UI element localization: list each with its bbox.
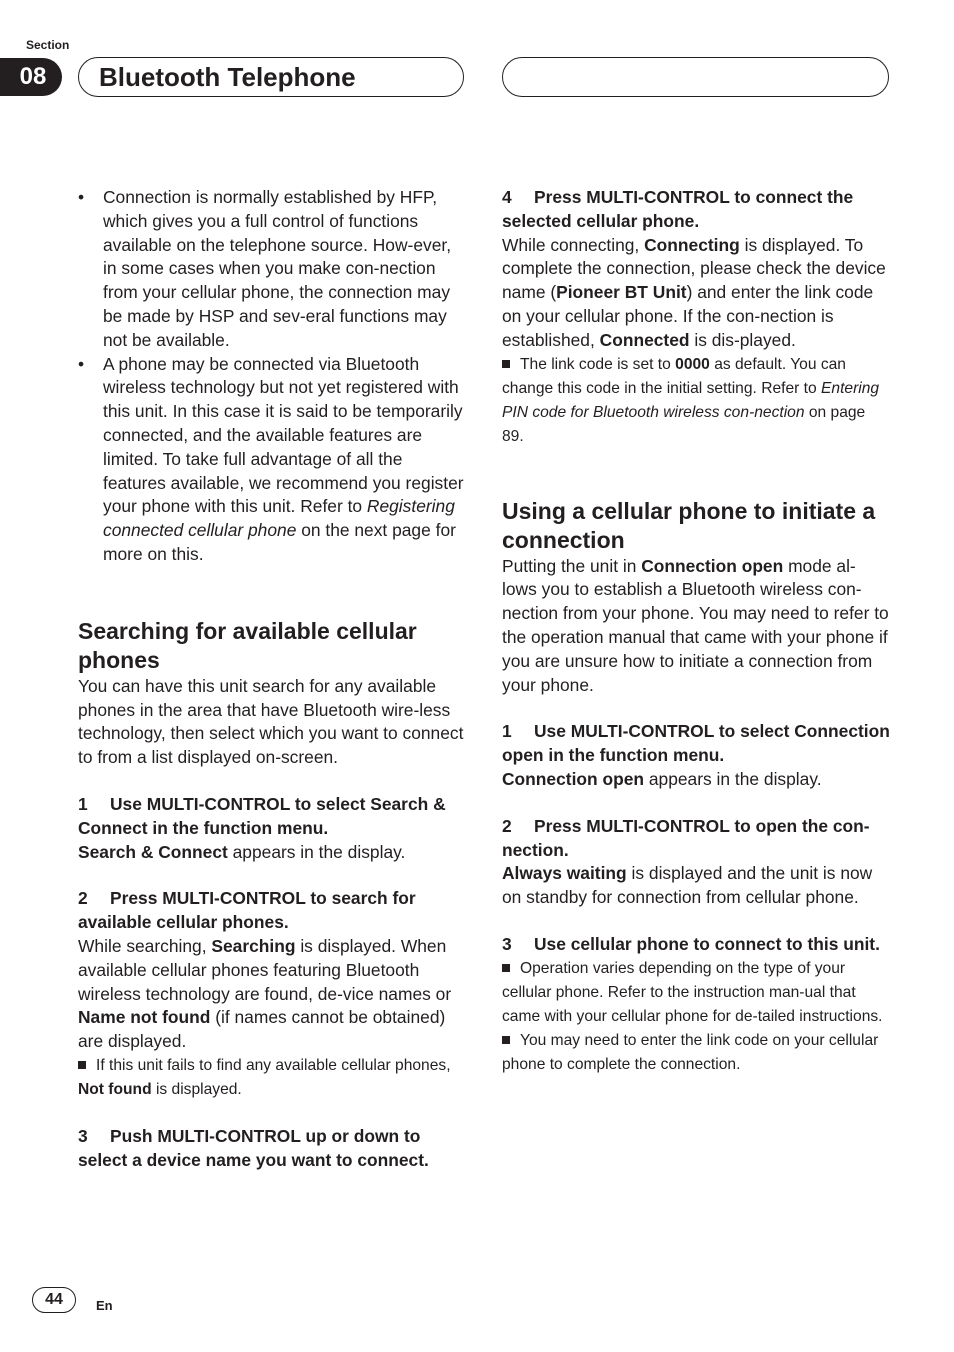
result-text: While connecting, xyxy=(502,234,645,255)
note-link-code xyxy=(502,353,890,449)
bullet-hfp: • Connection is normally established by HFP, which gives you a full control of functions available on the telephone source. How-ever, in some cases when you make con-nection from your cellular phone, the connection may be made by HSP and sev-eral functions may not be available. xyxy=(78,186,466,353)
display-term: Searching xyxy=(211,935,296,956)
step-r2-result xyxy=(502,862,890,910)
section-number-badge: 08 xyxy=(0,58,62,96)
cross-reference: Entering PIN code for Bluetooth wireless con-nection xyxy=(502,379,880,421)
step-text: Use cellular phone to connect to this unit. xyxy=(534,933,880,954)
chapter-title: Bluetooth Telephone xyxy=(99,61,356,92)
step-number: 3 xyxy=(78,1125,88,1146)
step-r1-instruction xyxy=(502,720,890,768)
result-text: is displayed. When available cellular phones featuring Bluetooth wireless technology are found, de-vice names or xyxy=(78,935,452,1004)
step-r3-instruction xyxy=(502,933,890,957)
note-operation-varies xyxy=(502,957,890,1029)
result-text: appears in the display. xyxy=(644,768,822,789)
intro-text: Putting the unit in xyxy=(502,555,642,576)
bullet2-text-end: on the next page for more on this. xyxy=(103,520,456,564)
step-3-instruction xyxy=(78,1125,466,1173)
result-text: (if names cannot be obtained) are displayed. xyxy=(78,1007,446,1052)
note-text: You may need to enter the link code on your cellular phone to complete the connection. xyxy=(502,1031,879,1073)
bullet-temporary-connection xyxy=(78,353,466,567)
step-text: Use MULTI-CONTROL to select Connection open in the function menu. xyxy=(502,721,890,766)
step-number: 2 xyxy=(78,888,88,909)
result-text: appears in the display. xyxy=(227,841,406,862)
language-label: En xyxy=(96,1298,113,1313)
step-2-instruction xyxy=(78,887,466,935)
display-term: Connected xyxy=(599,329,690,350)
step-text: Use MULTI-CONTROL to select Search & Connect in the function menu. xyxy=(78,793,446,838)
step-text: Press MULTI-CONTROL to open the con-nection. xyxy=(502,815,870,860)
heading-searching: Searching for available cellular phones xyxy=(78,617,417,673)
note-text: is displayed. xyxy=(151,1080,242,1098)
intro-text: mode al-lows you to establish a Bluetooth wireless con-nection from your phone. You may need to refer to the operation manual that came with your phone if you are unsure how to initiate a connection from your phone. xyxy=(502,555,889,695)
result-text: is displayed and the unit is now on standby for connection from cellular phone. xyxy=(502,863,873,908)
heading-initiate-connection: Using a cellular phone to initiate a connection xyxy=(502,497,876,553)
page-number: 44 xyxy=(32,1287,76,1313)
step-r1-result xyxy=(502,768,890,792)
note-not-found xyxy=(78,1054,466,1102)
result-text: While searching, xyxy=(78,935,212,956)
display-term: Connection open xyxy=(641,555,784,576)
chapter-title-box xyxy=(78,57,464,97)
step-number: 3 xyxy=(502,933,512,954)
empty-header-box xyxy=(502,57,889,97)
note-square-icon xyxy=(502,360,510,368)
note-text: The link code is set to xyxy=(520,355,676,373)
note-square-icon xyxy=(78,1061,86,1069)
step-text: Push MULTI-CONTROL up or down to select a device name you want to connect. xyxy=(78,1125,429,1170)
note-square-icon xyxy=(502,964,510,972)
step-1-instruction xyxy=(78,793,466,841)
note-text: as default. You can change this code in the initial setting. Refer to xyxy=(502,355,846,397)
display-term: Connection open xyxy=(502,768,645,789)
note-enter-link-code xyxy=(502,1029,890,1077)
display-term: Not found xyxy=(78,1080,152,1098)
display-term: Always waiting xyxy=(502,863,627,884)
step-number: 4 xyxy=(502,187,512,207)
step-number: 1 xyxy=(78,793,88,814)
step-text: Press MULTI-CONTROL to connect the selected cellular phone. xyxy=(502,187,854,231)
step-1-result xyxy=(78,841,466,865)
result-text: ) and enter the link code on your cellular phone. If the con-nection is established, xyxy=(502,282,874,350)
left-column xyxy=(78,186,466,1173)
step-4-instruction xyxy=(502,186,890,234)
bullet2-text: A phone may be connected via Bluetooth wireless technology but not yet registered with this unit. In this case it is said to be temporarily connected, and the available features are limited. To take full advantage of all the features available, we recommend you register your phone with this unit. Refer to xyxy=(103,353,464,517)
cross-reference: Registering connected cellular phone xyxy=(103,496,455,541)
searching-intro: You can have this unit search for any available phones in the area that have Bluetooth wire-less technology, then select which you want to connect to from a list displayed on-screen. xyxy=(78,675,464,768)
note-text: on page 89. xyxy=(502,403,866,445)
note-text: Operation varies depending on the type of your cellular phone. Refer to the instruction man-ual that came with your cellular phone for de-tailed instructions. xyxy=(502,959,883,1025)
step-text: Press MULTI-CONTROL to search for available cellular phones. xyxy=(78,888,416,933)
note-square-icon xyxy=(502,1036,510,1044)
step-4-result xyxy=(502,234,890,353)
display-term: Search & Connect xyxy=(78,841,228,862)
step-number: 2 xyxy=(502,815,512,836)
initiate-intro xyxy=(502,555,890,698)
right-column xyxy=(502,186,890,1077)
note-text: If this unit fails to find any available cellular phones, xyxy=(96,1056,451,1074)
result-text: is dis-played. xyxy=(689,329,796,350)
result-text: is displayed. To complete the connection, please check the device name ( xyxy=(502,234,886,303)
display-term: Pioneer BT Unit xyxy=(556,282,687,303)
step-2-result xyxy=(78,935,466,1054)
display-term: 0000 xyxy=(675,355,710,373)
section-label: Section xyxy=(26,38,70,52)
step-number: 1 xyxy=(502,721,512,742)
display-term: Name not found xyxy=(78,1007,211,1028)
step-r2-instruction xyxy=(502,815,890,863)
display-term: Connecting xyxy=(644,234,740,255)
